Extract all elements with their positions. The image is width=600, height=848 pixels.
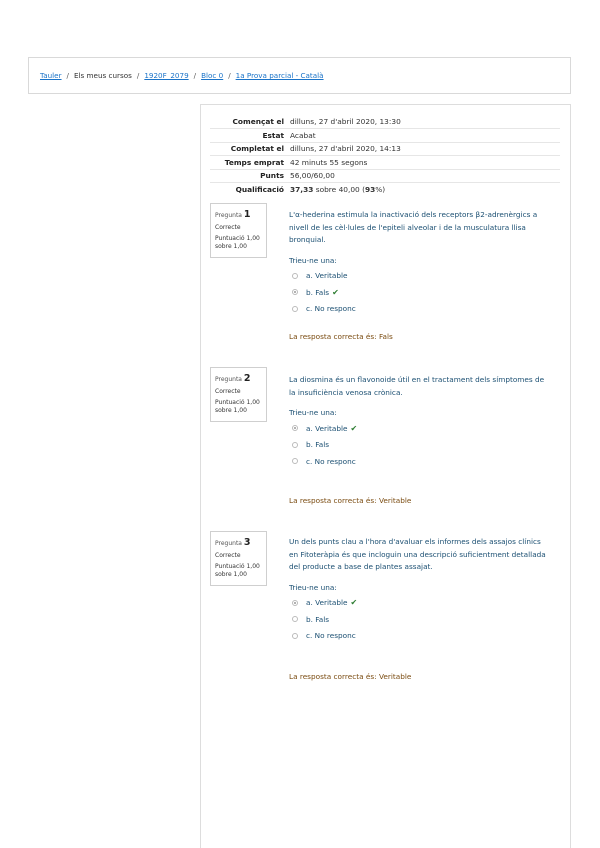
question-content-1 — [289, 209, 551, 317]
answer-list — [289, 268, 551, 318]
answer-label: c. No responc — [306, 631, 356, 641]
breadcrumb-block-link[interactable]: Bloc 0 — [201, 71, 224, 80]
answer-option-a[interactable] — [289, 268, 551, 285]
summary-label: Completat el — [230, 144, 284, 154]
answer-label: a. Veritable — [306, 598, 348, 608]
summary-label: Punts — [260, 171, 284, 181]
answer-label: b. Fals — [306, 440, 330, 450]
answer-prompt: Trieu-ne una: — [289, 408, 337, 417]
answer-label: c. No responc — [306, 456, 356, 466]
answer-option-c[interactable] — [289, 628, 551, 645]
question-grade — [215, 399, 266, 415]
radio-button-selected[interactable] — [292, 600, 298, 606]
grade-percent: 93 — [364, 185, 376, 194]
question-content-2 — [289, 374, 551, 470]
question-number-value: 1 — [243, 209, 251, 220]
radio-button[interactable] — [292, 458, 298, 464]
breadcrumb-separator: / — [136, 71, 140, 80]
answer-option-a[interactable] — [289, 595, 551, 612]
grade-line: sobre 1,00 — [215, 571, 247, 578]
breadcrumb-my-courses: Els meus cursos — [73, 71, 132, 80]
breadcrumb-course-link[interactable]: 1920F_2079 — [144, 71, 189, 80]
correct-answer-feedback: La resposta correcta és: Veritable — [289, 496, 412, 505]
grade-percent-suffix: %) — [375, 185, 386, 194]
summary-label: Temps emprat — [224, 157, 284, 167]
radio-button[interactable] — [292, 273, 298, 279]
summary-row-completed — [210, 142, 560, 156]
summary-row-started — [210, 115, 560, 129]
breadcrumb-container — [28, 57, 571, 94]
summary-row-time — [210, 156, 560, 170]
breadcrumb-separator: / — [66, 71, 69, 80]
answer-label: c. No responc — [306, 304, 356, 314]
answer-label: b. Fals — [306, 614, 330, 624]
breadcrumb-separator: / — [193, 71, 197, 80]
summary-label: Començat el — [232, 117, 284, 126]
correct-answer-feedback: La resposta correcta és: Veritable — [289, 672, 412, 681]
attempt-summary-table — [210, 115, 560, 196]
summary-row-state — [210, 129, 560, 143]
checkmark-icon: ✔ — [350, 598, 358, 608]
question-number-value: 3 — [243, 537, 251, 548]
summary-value: 56,00/60,00 — [290, 171, 335, 181]
summary-label: Qualificació — [235, 185, 284, 194]
summary-value: dilluns, 27 d'abril 2020, 13:30 — [290, 117, 401, 126]
grade-out-of: sobre 40,00 ( — [313, 185, 365, 194]
question-number — [215, 209, 266, 220]
grade-line: Puntuació 1,00 — [215, 399, 260, 406]
question-text: La diosmina és un flavonoide útil en el tractament dels símptomes de la insuficiència venosa crònica. — [289, 375, 545, 397]
question-text: Un dels punts clau a l'hora d'avaluar els informes dels assajos clínics en Fitoteràpia és que incloguin una descripció suficientment detallada del producte a base de plantes assajat. — [289, 537, 546, 571]
question-number — [215, 537, 266, 548]
question-state: Correcte — [215, 552, 241, 559]
answer-option-b[interactable] — [289, 611, 551, 628]
question-info-3 — [210, 531, 267, 586]
answer-option-a[interactable] — [289, 420, 551, 437]
grade-score: 37,33 — [290, 185, 314, 194]
breadcrumb-separator: / — [228, 71, 231, 80]
radio-button[interactable] — [292, 442, 298, 448]
answer-option-b[interactable] — [289, 437, 551, 454]
question-text: L'α-hederina estimula la inactivació dels receptors β2-adrenèrgics a nivell de les cèl·lules de l'epiteli alveolar i de la musculatura llisa bronquial. — [289, 210, 538, 244]
radio-button[interactable] — [292, 616, 298, 622]
question-label: Pregunta — [215, 376, 242, 383]
question-number-value: 2 — [243, 373, 251, 384]
grade-line: Puntuació 1,00 — [215, 563, 260, 570]
question-state: Correcte — [215, 224, 241, 231]
summary-value: dilluns, 27 d'abril 2020, 14:13 — [290, 144, 401, 154]
grade-line: sobre 1,00 — [215, 243, 247, 250]
question-state: Correcte — [215, 388, 241, 395]
radio-button[interactable] — [292, 633, 298, 639]
checkmark-icon: ✔ — [350, 423, 358, 433]
summary-row-grade — [210, 183, 560, 197]
answer-option-b[interactable] — [289, 284, 551, 301]
breadcrumb-home-link[interactable]: Tauler — [40, 71, 62, 80]
radio-button-selected[interactable] — [292, 289, 298, 295]
answer-label: b. Fals — [306, 287, 330, 297]
breadcrumb — [40, 71, 324, 80]
answer-list — [289, 420, 551, 470]
summary-value: Acabat — [290, 130, 316, 140]
summary-value — [288, 183, 560, 197]
answer-label: a. Veritable — [306, 271, 348, 281]
question-info-2 — [210, 367, 267, 422]
answer-label: a. Veritable — [306, 423, 348, 433]
summary-label: Estat — [262, 130, 284, 140]
summary-row-marks — [210, 169, 560, 183]
summary-value: 42 minuts 55 segons — [290, 157, 368, 167]
correct-answer-feedback: La resposta correcta és: Fals — [289, 332, 393, 341]
grade-line: sobre 1,00 — [215, 407, 247, 414]
radio-button[interactable] — [292, 306, 298, 312]
question-info-1 — [210, 203, 267, 258]
grade-line: Puntuació 1,00 — [215, 235, 260, 242]
question-number — [215, 373, 266, 384]
radio-button-selected[interactable] — [292, 425, 298, 431]
answer-list — [289, 595, 551, 645]
answer-option-c[interactable] — [289, 453, 551, 470]
question-content-3 — [289, 536, 551, 644]
answer-prompt: Trieu-ne una: — [289, 582, 337, 592]
question-label: Pregunta — [215, 540, 242, 547]
answer-option-c[interactable] — [289, 301, 551, 318]
breadcrumb-quiz-link[interactable]: 1a Prova parcial - Català — [235, 71, 324, 80]
question-label: Pregunta — [215, 212, 242, 219]
question-grade — [215, 563, 266, 579]
question-grade — [215, 235, 266, 251]
answer-prompt: Trieu-ne una: — [289, 255, 337, 265]
checkmark-icon: ✔ — [332, 287, 339, 297]
